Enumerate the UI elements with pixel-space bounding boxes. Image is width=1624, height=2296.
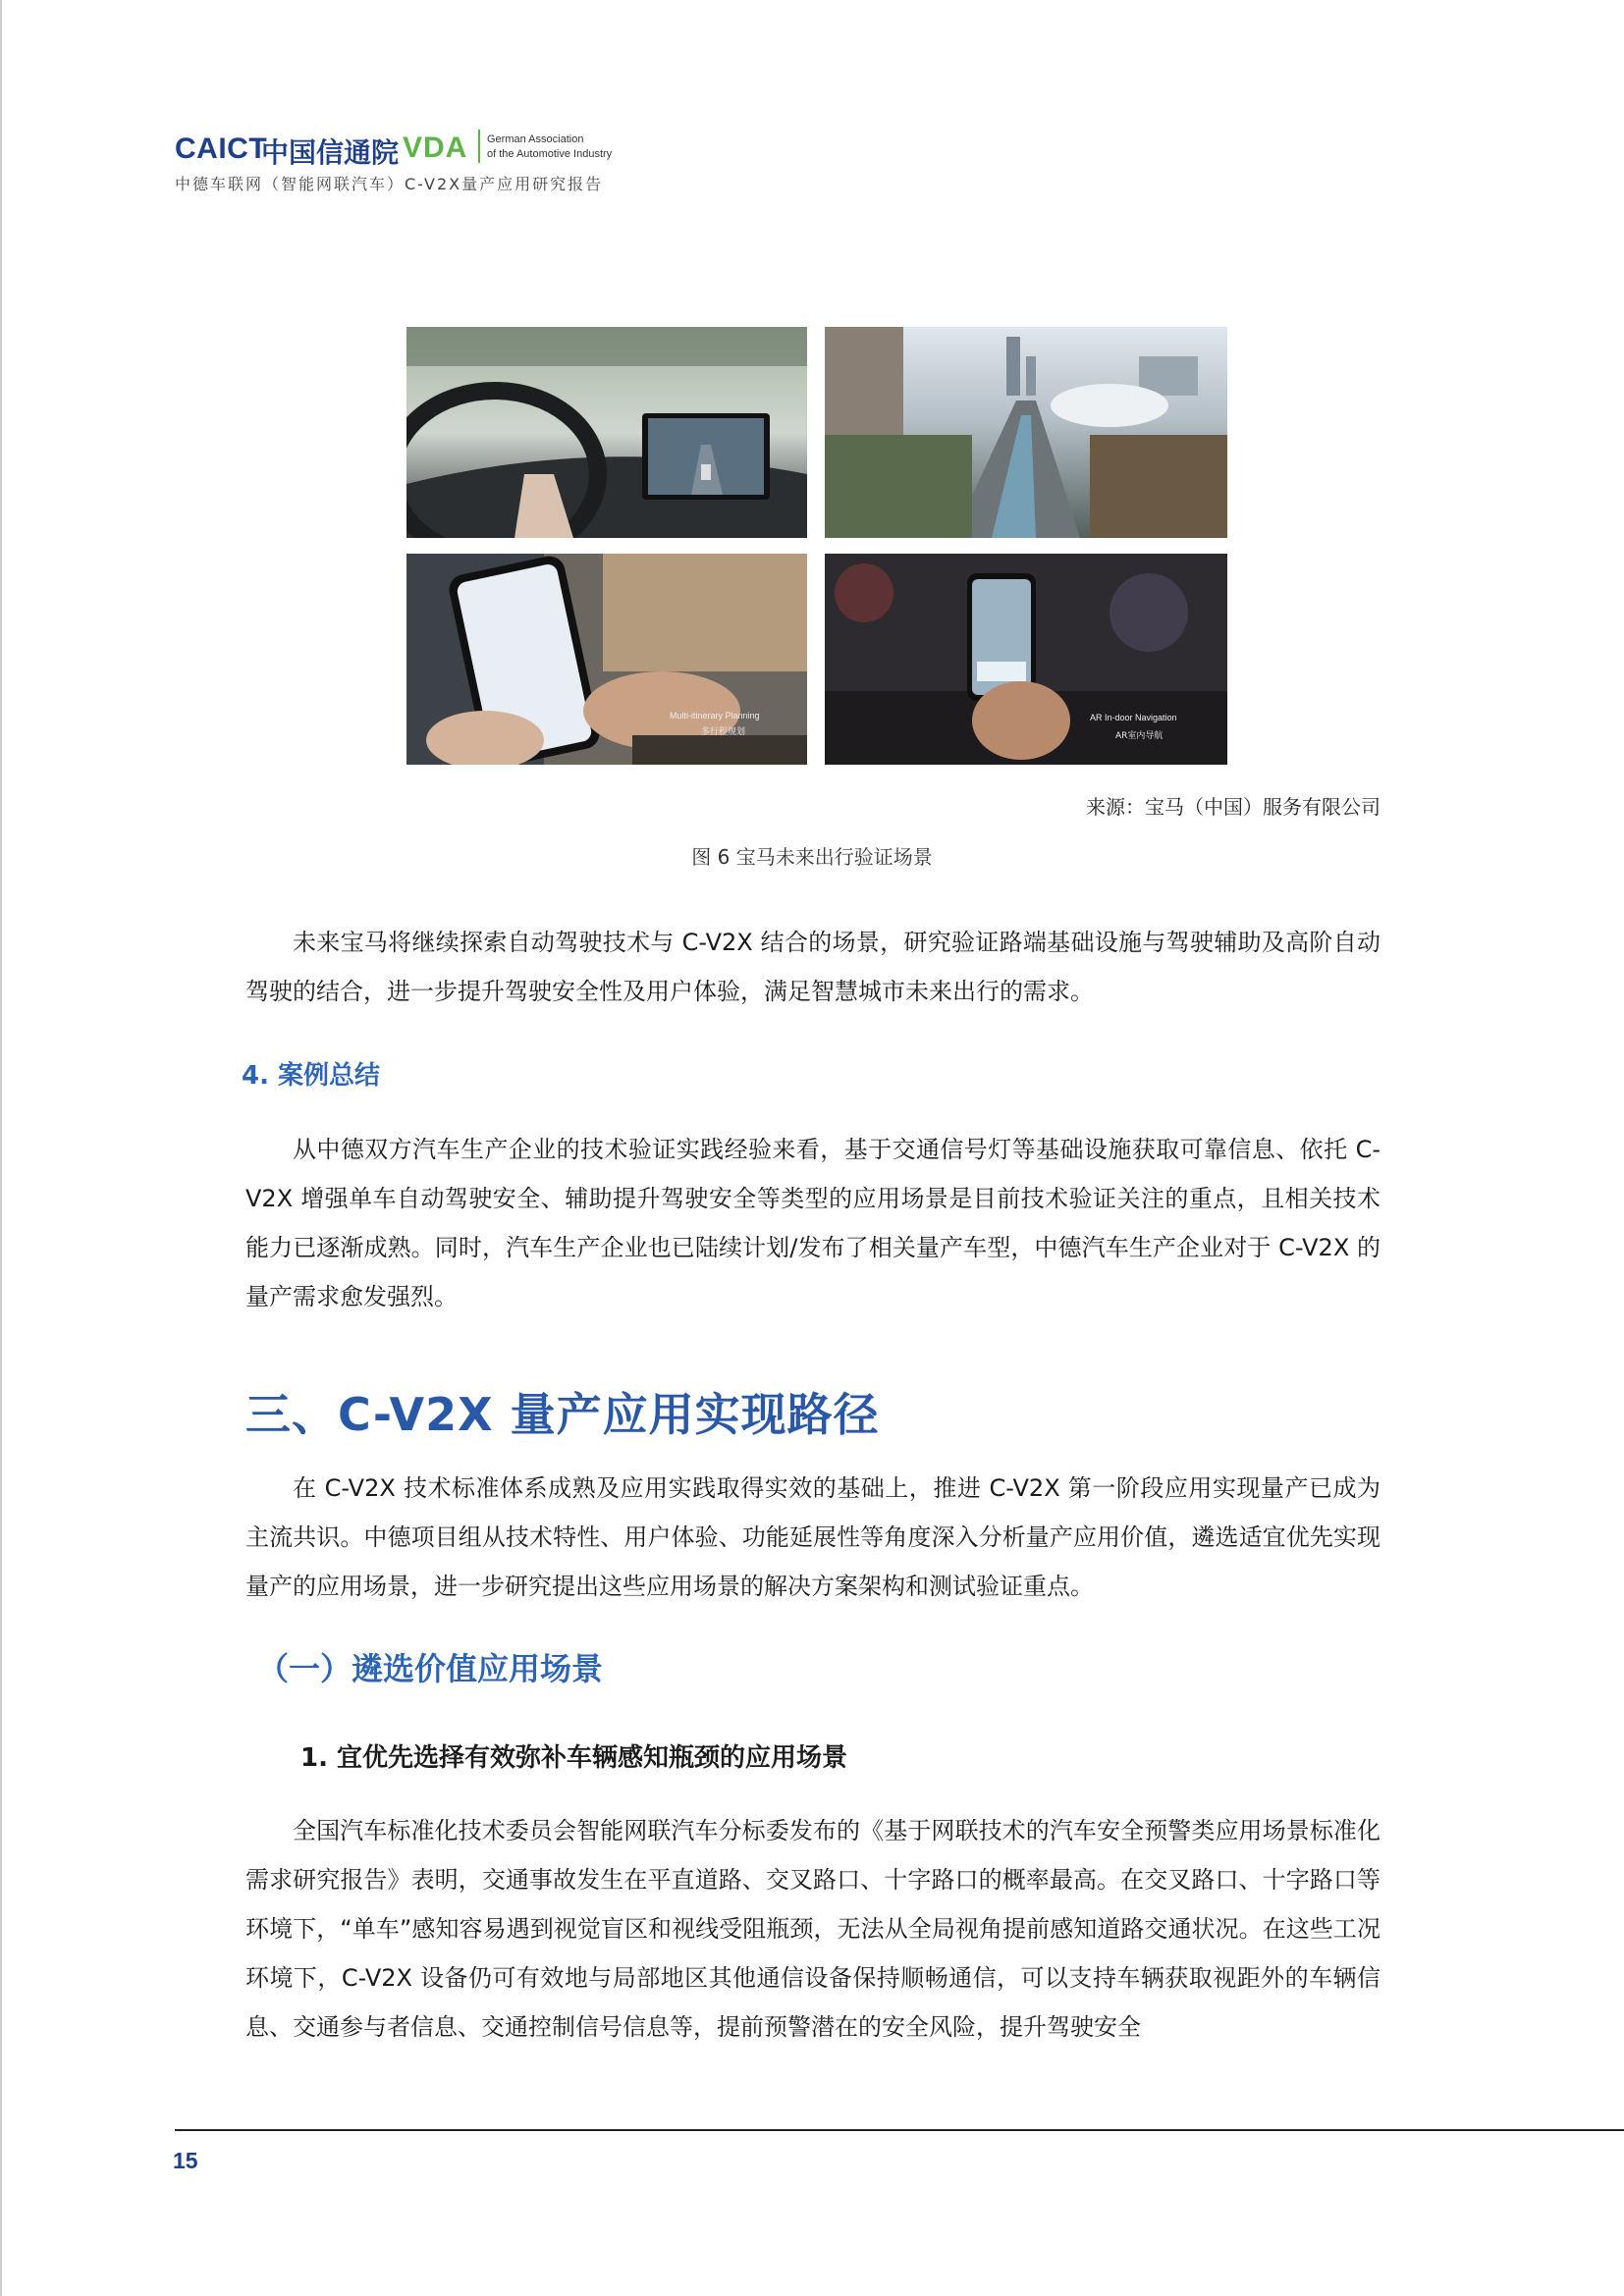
phone-ar-navigation-photo <box>825 554 1227 765</box>
subsection-heading: （一）遴选价值应用场景 <box>257 1650 604 1687</box>
case-summary-heading: 4. 案例总结 <box>242 1061 381 1091</box>
item-heading: 1. 宜优先选择有效弥补车辆感知瓶颈的应用场景 <box>300 1743 848 1773</box>
itinerary-caption-en: Multi-itinerary Planning <box>670 711 760 721</box>
vda-logo-divider <box>478 130 480 163</box>
vda-subtitle-line2: of the Automotive Industry <box>487 148 613 160</box>
paragraph-text: 未来宝马将继续探索自动驾驶技术与 C-V2X 结合的场景，研究验证路端基础设施与驾驶辅助及高阶自动驾驶的结合，进一步提升驾驶安全性及用户体验，满足智慧城市未来出行的需求。 <box>245 929 1380 1005</box>
caict-logo-name: 中国信通院 <box>261 136 400 169</box>
ar-caption-en: AR In-door Navigation <box>1090 713 1177 722</box>
report-title: 中德车联网（智能网联汽车）C-V2X量产应用研究报告 <box>175 175 604 193</box>
phone-itinerary-photo <box>406 554 807 765</box>
footer-rule <box>175 2129 1624 2131</box>
ar-caption-cn: AR室内导航 <box>1115 731 1164 741</box>
vda-logo-subtitle <box>487 133 612 162</box>
page-left-edge <box>0 0 2 2296</box>
vda-logo: VDA <box>403 132 468 164</box>
paragraph-bmw-future <box>245 918 1380 1016</box>
paragraph-text: 全国汽车标准化技术委员会智能网联汽车分标委发布的《基于网联技术的汽车安全预警类应用场景标准化需求研究报告》表明，交通事故发生在平直道路、交叉路口、十字路口的概率最高。在交叉路口、十字路口等环境下，“单车”感知容易遇到视觉盲区和视线受阻瓶颈，无法从全局视角提前感知道路交通状况。在这些工况环境下，C-V2X 设备仍可有效地与局部地区其他通信设备保持顺畅通信，可以支持车辆获取视距外的车辆信息、交通参与者信息、交通控制信号信息等，提前预警潜在的安全风险，提升驾驶安全 <box>245 1817 1380 2041</box>
paragraph-scenario <box>245 1806 1380 2052</box>
paragraph-text: 在 C-V2X 技术标准体系成熟及应用实践取得实效的基础上，推进 C-V2X 第一阶段应用实现量产已成为主流共识。中德项目组从技术特性、用户体验、功能延展性等角度深入分析量产应用价值，遴选适宜优先实现量产的应用场景，进一步研究提出这些应用场景的解决方案架构和测试验证重点。 <box>245 1474 1380 1600</box>
city-road-aerial-photo <box>825 327 1227 538</box>
page-number: 15 <box>173 2148 198 2173</box>
caict-logo: CAICT <box>175 133 268 165</box>
driver-dashboard-photo <box>406 327 807 538</box>
paragraph-text: 从中德双方汽车生产企业的技术验证实践经验来看，基于交通信号灯等基础设施获取可靠信息、依托 C-V2X 增强单车自动驾驶安全、辅助提升驾驶安全等类型的应用场景是目前技术验证关注的重点，且相关技术能力已逐渐成熟。同时，汽车生产企业也已陆续计划/发布了相关量产车型，中德汽车生产企业对于 C-V2X 的量产需求愈发强烈。 <box>245 1136 1380 1310</box>
section-heading: 三、C-V2X 量产应用实现路径 <box>245 1388 880 1441</box>
figure-caption: 图 6 宝马未来出行验证场景 <box>691 845 933 869</box>
itinerary-caption-cn: 多行程规划 <box>701 727 746 737</box>
figure-source: 来源：宝马（中国）服务有限公司 <box>1086 795 1380 819</box>
paragraph-case-summary <box>245 1125 1380 1321</box>
paragraph-section-intro <box>245 1464 1380 1611</box>
vda-subtitle-line1: German Association <box>487 133 584 145</box>
